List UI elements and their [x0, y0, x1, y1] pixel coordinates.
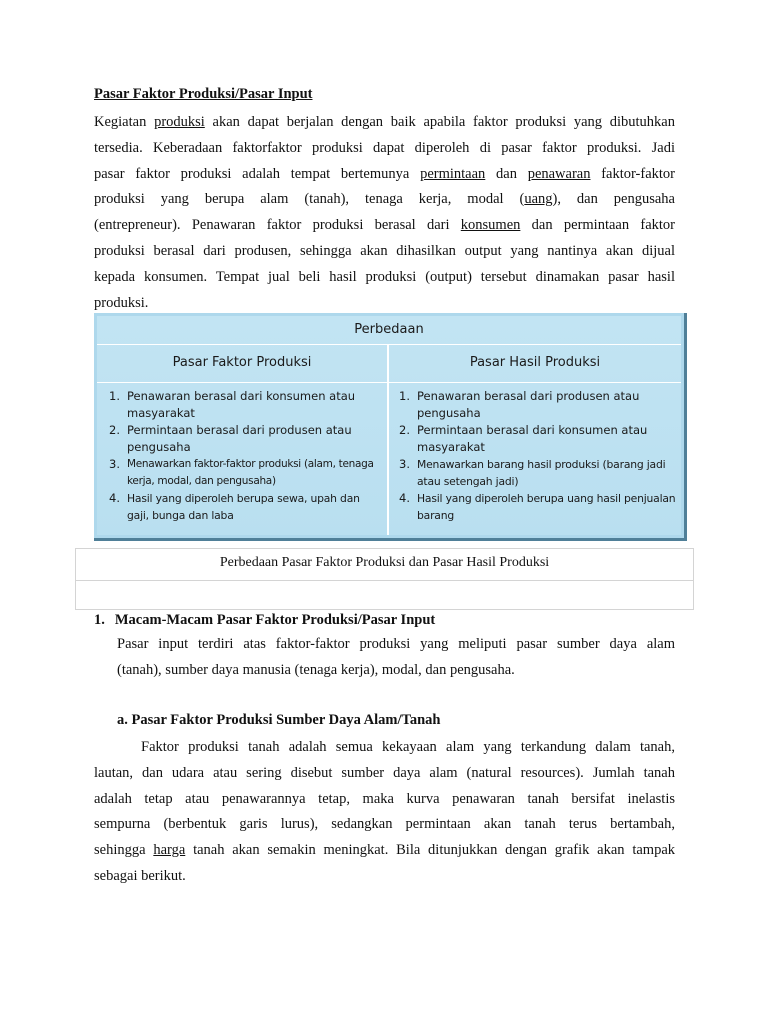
section-line: (tanah), sumber daya manusia (tenaga kerja), modal, dan pengusaha. [117, 661, 515, 678]
figure-left-list [109, 388, 379, 524]
list-item: 2. Permintaan berasal dari konsumen atau masyarakat [399, 423, 648, 454]
section-line: Pasar input terdiri atas faktor-faktor produksi yang meliputi pasar sumber daya alam [117, 636, 675, 652]
intro-line: kepada konsumen. Tempat jual beli hasil produksi (output) tersebut dinamakan pasar hasil [94, 268, 675, 285]
subsection-line: adalah tetap atau penawarannya tetap, maka kurva penawaran tanah bersifat inelastis [94, 790, 675, 807]
list-item: 4. Hasil yang diperoleh berupa uang hasil penjualan barang [399, 491, 676, 522]
intro-line: Kegiatan produksi akan dapat berjalan dengan baik apabila faktor produksi yang dibutuhkan [94, 114, 675, 130]
intro-line: (entrepreneur). Penawaran faktor produksi berasal dari konsumen dan permintaan faktor [94, 217, 675, 234]
section-paragraph [117, 632, 675, 684]
link-penawaran[interactable]: penawaran [527, 165, 591, 182]
section-heading [94, 612, 435, 629]
subsection-heading: a. Pasar Faktor Produksi Sumber Daya Alam/Tanah [117, 712, 441, 728]
link-uang[interactable]: uang [524, 191, 553, 208]
figure-divider [97, 382, 681, 383]
list-item: 1. Penawaran berasal dari produsen atau pengusaha [399, 389, 640, 420]
intro-line: tersedia. Keberadaan faktorfaktor produksi dapat diperoleh di pasar faktor produksi. Jadi [94, 139, 675, 156]
link-konsumen[interactable]: konsumen [460, 217, 521, 234]
figure-column-divider [387, 345, 389, 535]
figure-panel [97, 316, 681, 535]
link-permintaan[interactable]: permintaan [420, 165, 486, 182]
list-item: 2. Permintaan berasal dari produsen atau pengusaha [109, 423, 352, 454]
intro-line: produksi yang berupa alam (tanah), tenaga kerja, modal (uang), dan pengusaha [94, 191, 675, 208]
list-item: 1. Penawaran berasal dari konsumen atau masyarakat [109, 389, 356, 420]
caption-table [75, 548, 694, 610]
section-title: Macam-Macam Pasar Faktor Produksi/Pasar Input [114, 612, 436, 628]
list-item: 4. Hasil yang diperoleh berupa sewa, upah dan gaji, bunga dan laba [109, 491, 360, 522]
section-number: 1. [94, 612, 105, 628]
link-harga[interactable]: harga [153, 842, 186, 859]
subsection-line: Faktor produksi tanah adalah semua kekayaan alam yang terkandung dalam tanah, [141, 739, 675, 755]
list-item: 3. Menawarkan faktor-faktor produksi (alam, tenaga kerja, modal, dan pengusaha) [109, 457, 374, 487]
figure-right-list [399, 388, 677, 524]
intro-line: produksi. [94, 294, 149, 311]
figure-caption: Perbedaan Pasar Faktor Produksi dan Pasar Hasil Produksi [76, 549, 693, 581]
figure-left-title: Pasar Faktor Produksi [172, 355, 312, 370]
subsection-line: sehingga harga tanah akan semakin meningkat. Bila ditunjukkan dengan grafik akan tampak [94, 842, 675, 859]
subsection-line: lautan, dan udara atau sering disebut sumber daya alam (natural resources). Jumlah tanah [94, 764, 675, 781]
list-item: 3. Menawarkan barang hasil produksi (barang jadi atau setengah jadi) [399, 457, 666, 488]
intro-paragraph [94, 110, 675, 316]
subsection-line: sebagai berikut. [94, 867, 186, 884]
intro-line: produksi berasal dari produsen, sehingga akan dihasilkan output yang nantinya akan dijual [94, 242, 675, 259]
link-produksi[interactable]: produksi [154, 114, 205, 130]
subsection-paragraph [94, 735, 675, 890]
subsection-line: sempurna (berbentuk garis lurus), sedangkan permintaan akan tanah terus bertambah, [94, 816, 675, 833]
comparison-figure [94, 313, 687, 541]
page-title: Pasar Faktor Produksi/Pasar Input [94, 86, 313, 102]
intro-line: pasar faktor produksi adalah tempat bertemunya permintaan dan penawaran faktor-faktor [94, 165, 675, 182]
figure-right-title: Pasar Hasil Produksi [469, 355, 601, 370]
figure-header: Perbedaan [97, 316, 681, 345]
